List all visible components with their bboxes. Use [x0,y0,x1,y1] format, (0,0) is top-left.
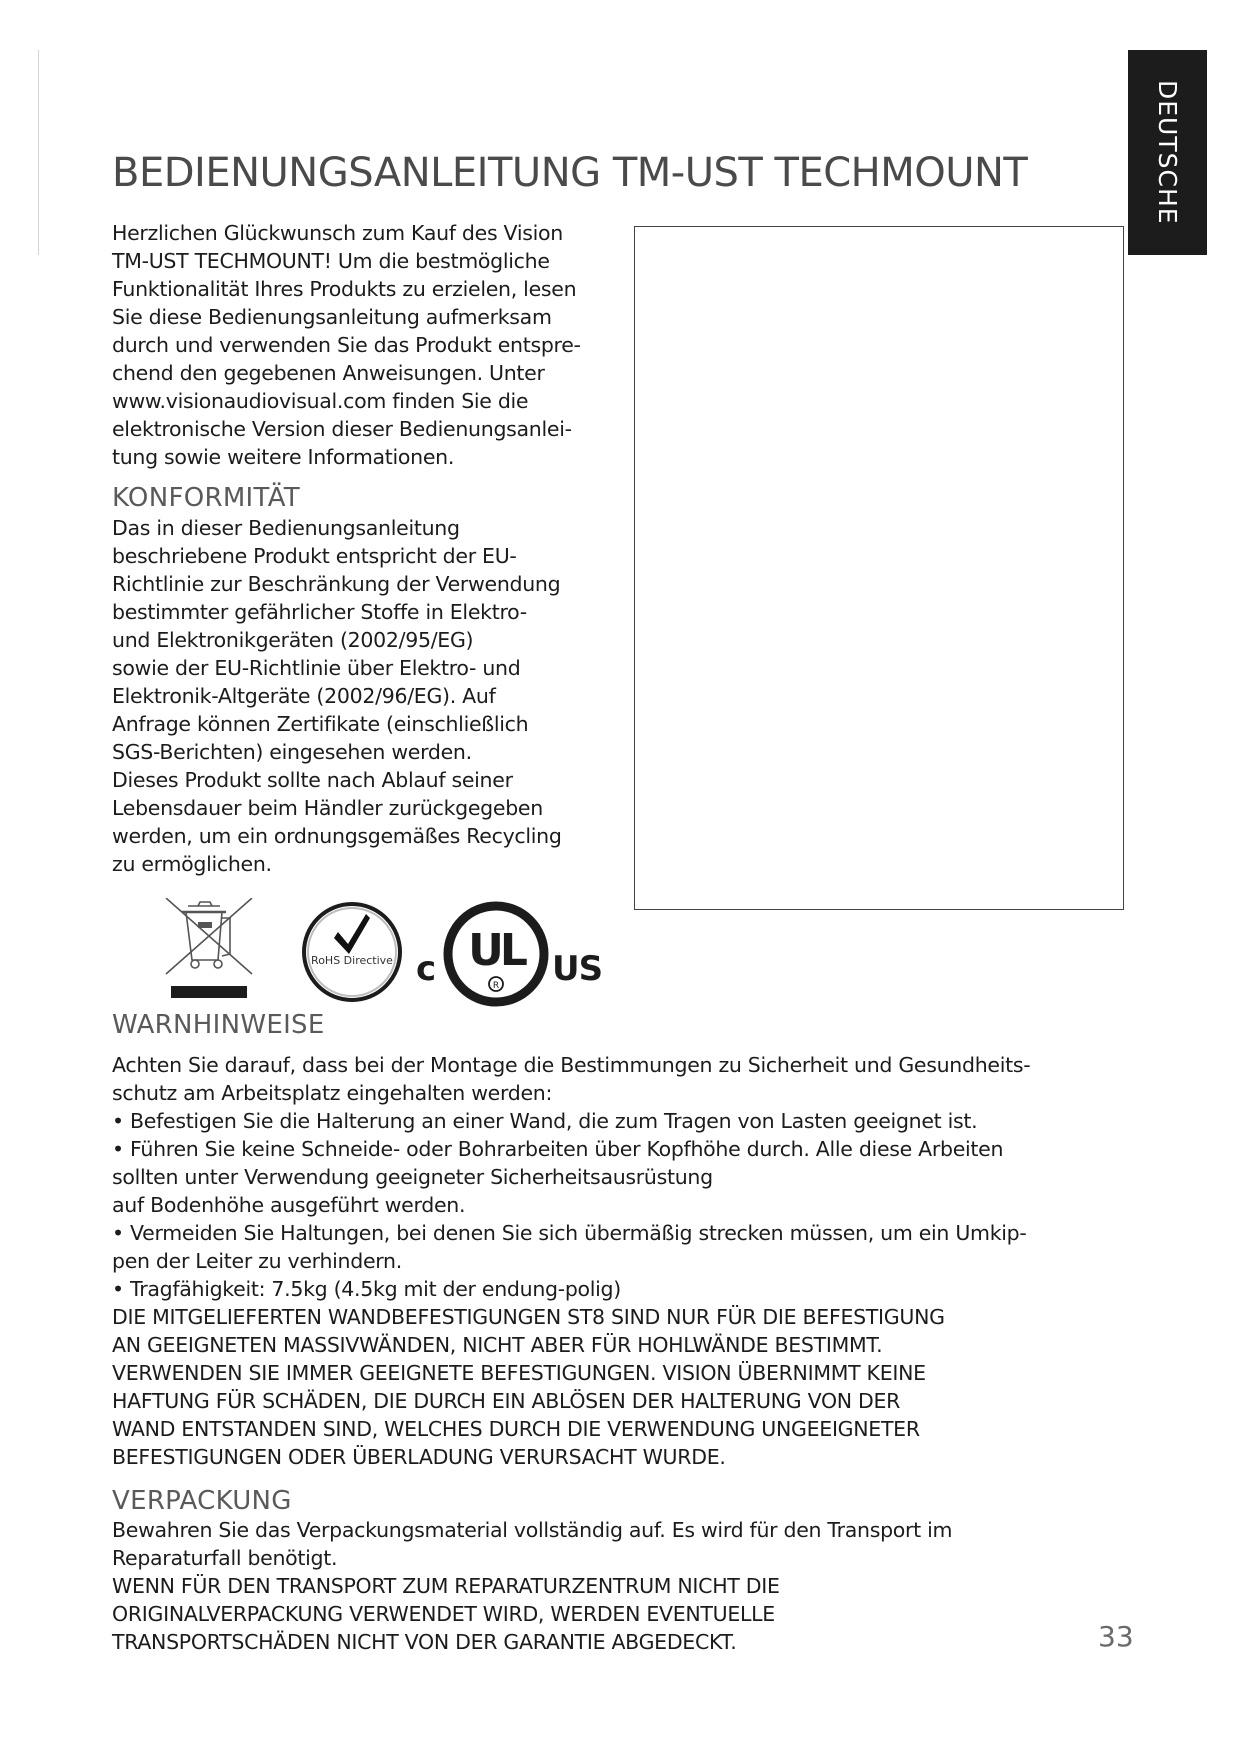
konformitaet-line: beschriebene Produkt entspricht der EU- [112,544,517,568]
konformitaet-line: Elektronik-Altgeräte (2002/96/EG). Auf [112,684,496,708]
intro-line: TM-UST TECHMOUNT! Um die bestmögliche [112,249,550,273]
ul-prefix: c [416,949,437,989]
weee-bin-icon [160,898,260,1002]
warnhinweise-line: schutz am Arbeitsplatz eingehalten werden: [112,1081,553,1105]
warnhinweise-heading: WARNHINWEISE [112,1010,325,1040]
rohs-directive-icon [300,900,404,1004]
language-label: DEUTSCHE [1153,80,1182,225]
verpackung-line: ORIGINALVERPACKUNG VERWENDET WIRD, WERDEN EVENTUELLE [112,1602,775,1626]
page-number: 33 [1098,1620,1134,1653]
konformitaet-line: Richtlinie zur Beschränkung der Verwendung [112,572,561,596]
intro-line: Herzlichen Glückwunsch zum Kauf des Vision [112,221,563,245]
warnhinweise-line: • Vermeiden Sie Haltungen, bei denen Sie sich übermäßig strecken müssen, um ein Umkip- [112,1221,1027,1245]
warnhinweise-line: DIE MITGELIEFERTEN WANDBEFESTIGUNGEN ST8 SIND NUR FÜR DIE BEFESTIGUNG [112,1305,945,1329]
warnhinweise-line: WAND ENTSTANDEN SIND, WELCHES DURCH DIE VERWENDUNG UNGEEIGNETER [112,1417,920,1441]
konformitaet-line: Anfrage können Zertifikate (einschließlich [112,712,529,736]
warnhinweise-line: • Tragfähigkeit: 7.5kg (4.5kg mit der endung-polig) [112,1277,621,1301]
product-image-frame [634,226,1124,910]
culus-mark [416,900,603,1008]
konformitaet-line: zu ermöglichen. [112,852,272,876]
warnhinweise-line: BEFESTIGUNGEN ODER ÜBERLADUNG VERURSACHT WURDE. [112,1445,726,1469]
ul-registered-mark: R [492,981,500,991]
warnhinweise-line: AN GEEIGNETEN MASSIVWÄNDEN, NICHT ABER FÜR HOHLWÄNDE BESTIMMT. [112,1333,883,1357]
rohs-label: RoHS Directive [311,954,393,967]
verpackung-heading: VERPACKUNG [112,1486,292,1516]
konformitaet-heading: KONFORMITÄT [112,483,300,513]
intro-line: durch und verwenden Sie das Produkt entspre- [112,333,581,357]
intro-line: www.visionaudiovisual.com finden Sie die [112,389,529,413]
page-title: BEDIENUNGSANLEITUNG TM-UST TECHMOUNT [112,150,1028,196]
konformitaet-line: Lebensdauer beim Händler zurückgegeben [112,796,543,820]
warnhinweise-line: VERWENDEN SIE IMMER GEEIGNETE BEFESTIGUNGEN. VISION ÜBERNIMMT KEINE [112,1361,926,1385]
warnhinweise-line: pen der Leiter zu verhindern. [112,1249,402,1273]
intro-line: chend den gegebenen Anweisungen. Unter [112,361,545,385]
language-tab [1128,50,1207,255]
konformitaet-line: SGS-Berichten) eingesehen werden. [112,740,472,764]
verpackung-line: Bewahren Sie das Verpackungsmaterial vollständig auf. Es wird für den Transport im [112,1518,953,1542]
ul-mark-text: UL [468,925,524,976]
ul-suffix: US [552,949,603,989]
konformitaet-line: werden, um ein ordnungsgemäßes Recycling [112,824,562,848]
verpackung-paragraph [112,1516,952,1656]
konformitaet-line: bestimmter gefährlicher Stoffe in Elektro- [112,600,527,624]
konformitaet-line: Das in dieser Bedienungsanleitung [112,516,460,540]
intro-line: Sie diese Bedienungsanleitung aufmerksam [112,305,552,329]
intro-line: tung sowie weitere Informationen. [112,445,455,469]
ul-logo-icon [442,900,550,1008]
warnhinweise-paragraph [112,1051,1030,1471]
konformitaet-line: und Elektronikgeräten (2002/95/EG) [112,628,474,652]
konformitaet-line: sowie der EU-Richtlinie über Elektro- und [112,656,521,680]
konformitaet-line: Dieses Produkt sollte nach Ablauf seiner [112,768,513,792]
intro-line: elektronische Version dieser Bedienungsanlei- [112,417,572,441]
warnhinweise-line: • Führen Sie keine Schneide- oder Bohrarbeiten über Kopfhöhe durch. Alle diese Arbeiten [112,1137,1004,1161]
margin-rule [38,50,39,255]
warnhinweise-line: auf Bodenhöhe ausgeführt werden. [112,1193,466,1217]
warnhinweise-line: HAFTUNG FÜR SCHÄDEN, DIE DURCH EIN ABLÖSEN DER HALTERUNG VON DER [112,1389,901,1413]
verpackung-line: WENN FÜR DEN TRANSPORT ZUM REPARATURZENTRUM NICHT DIE [112,1574,780,1598]
verpackung-line: Reparaturfall benötigt. [112,1546,338,1570]
verpackung-line: TRANSPORTSCHÄDEN NICHT VON DER GARANTIE ABGEDECKT. [112,1630,737,1654]
konformitaet-paragraph [112,514,562,878]
warnhinweise-line: sollten unter Verwendung geeigneter Sicherheitsausrüstung [112,1165,713,1189]
intro-line: Funktionalität Ihres Produkts zu erzielen, lesen [112,277,577,301]
intro-paragraph [112,219,581,471]
warnhinweise-line: Achten Sie darauf, dass bei der Montage die Bestimmungen zu Sicherheit und Gesundheits- [112,1053,1031,1077]
warnhinweise-line: • Befestigen Sie die Halterung an einer Wand, die zum Tragen von Lasten geeignet ist. [112,1109,978,1133]
